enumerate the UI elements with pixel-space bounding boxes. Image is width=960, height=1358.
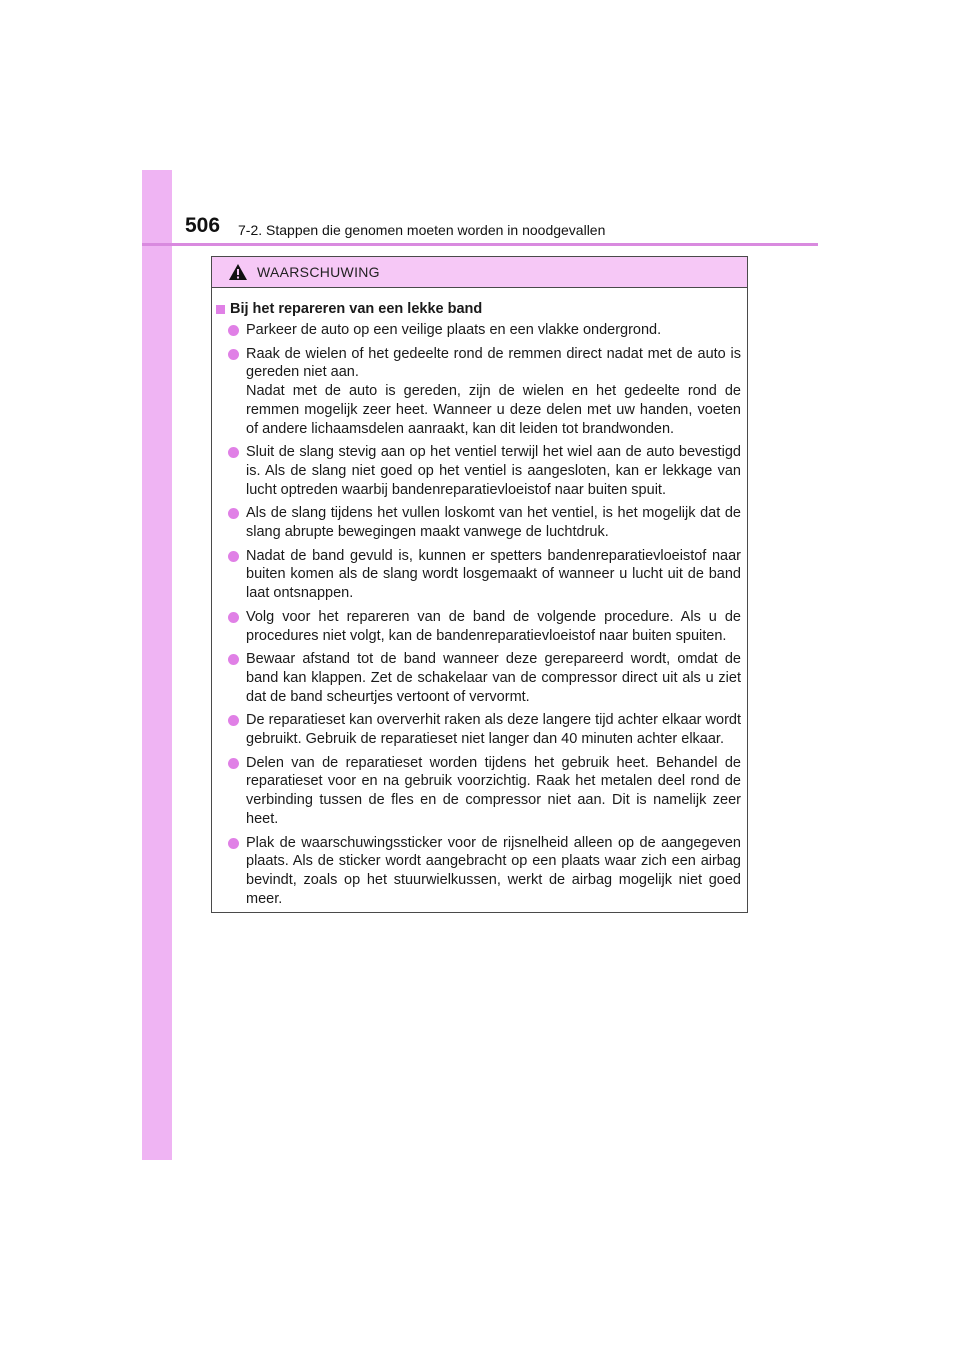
warning-list-item (228, 754, 741, 829)
warning-list-item (228, 321, 741, 340)
warning-item-text: De reparatieset kan oververhit raken als deze langere tijd achter elkaar wordt gebruikt. Gebruik de reparatieset niet langer dan 40 minuten achter elkaar. (246, 712, 741, 748)
warning-list (216, 321, 741, 908)
warning-list-item (228, 834, 741, 909)
round-bullet-icon (228, 508, 239, 519)
page-number: 506 (185, 214, 221, 237)
warning-box (211, 256, 748, 913)
warning-item-text: Als de slang tijdens het vullen loskomt van het ventiel, is het mogelijk dat de slang abrupte bewegingen maakt vanwege de luchtdruk. (246, 505, 741, 541)
warning-list-item (228, 711, 741, 748)
round-bullet-icon (228, 715, 239, 726)
header-divider (142, 243, 818, 246)
warning-item-text: Volg voor het repareren van de band de volgende procedure. Als u de procedures niet volgt, kan de bandenreparatievloeistof naar buiten spuiten. (246, 608, 741, 644)
warning-list-item (228, 547, 741, 603)
warning-list-item (228, 608, 741, 645)
warning-list-item (228, 345, 741, 439)
warning-list-item (228, 650, 741, 706)
round-bullet-icon (228, 654, 239, 665)
warning-triangle-icon (228, 263, 248, 281)
round-bullet-icon (228, 838, 239, 849)
warning-subheading-text: Bij het repareren van een lekke band (230, 301, 483, 317)
round-bullet-icon (228, 447, 239, 458)
warning-item-text: Nadat met de auto is gereden, zijn de wielen en het gedeelte rond de remmen mogelijk zeer heet. Wanneer u deze delen met uw handen, voeten of andere lichaamsdelen aanraakt, kan dit leiden tot brandwonden. (246, 383, 741, 437)
side-tab-band (142, 170, 172, 1160)
warning-body (212, 288, 747, 908)
warning-header (212, 257, 747, 288)
warning-subheading (216, 300, 741, 319)
section-title: 7-2. Stappen die genomen moeten worden in noodgevallen (238, 222, 606, 238)
round-bullet-icon (228, 325, 239, 336)
warning-label: WAARSCHUWING (257, 264, 380, 280)
warning-item-text: Sluit de slang stevig aan op het ventiel terwijl het wiel aan de auto bevestigd is. Als de slang niet goed op het ventiel is aangesloten, kan er lekkage van lucht optreden waarbij bandenreparatievloeistof naar buiten spuit. (246, 444, 741, 498)
round-bullet-icon (228, 551, 239, 562)
warning-list-item (228, 443, 741, 499)
warning-item-text: Raak de wielen of het gedeelte rond de remmen direct nadat met de auto is gereden niet aan. (246, 345, 741, 381)
warning-item-text: Plak de waarschuwingssticker voor de rijsnelheid alleen op de aangegeven plaats. Als de sticker wordt aangebracht op een plaats waar zich een airbag bevindt, zoals op het stuurwielkussen, werkt de airbag mogelijk niet goed meer. (246, 834, 741, 907)
round-bullet-icon (228, 349, 239, 360)
warning-item-text: Delen van de reparatieset worden tijdens het gebruik heet. Behandel de reparatieset voor en na gebruik voorzichtig. Raak het metalen deel rond de verbinding tussen de fles en de compressor niet aan. Dit is namelijk zeer heet. (246, 754, 741, 827)
round-bullet-icon (228, 612, 239, 623)
warning-item-text: Nadat de band gevuld is, kunnen er spetters bandenreparatievloeistof naar buiten komen als de slang wordt losgemaakt of wanneer u lucht uit de band laat ontsnappen. (246, 547, 741, 602)
warning-list-item (228, 504, 741, 541)
round-bullet-icon (228, 758, 239, 769)
warning-item-text: Bewaar afstand tot de band wanneer deze gerepareerd wordt, omdat de band kan klappen. Zet de schakelaar van de compressor direct uit als u ziet dat de band scheurtjes vertoont of vervormt. (246, 651, 741, 705)
square-bullet-icon (216, 305, 225, 314)
warning-item-text: Parkeer de auto op een veilige plaats en een vlakke ondergrond. (246, 322, 662, 338)
